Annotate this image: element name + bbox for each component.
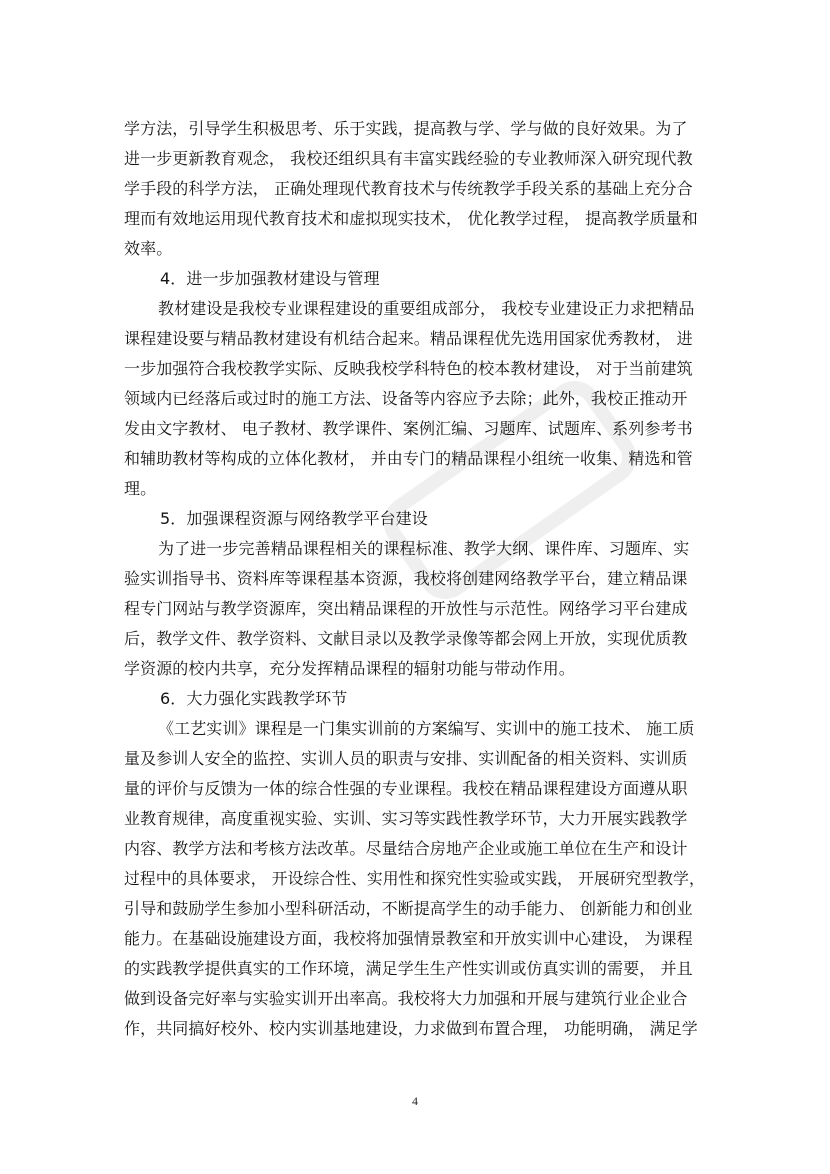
text-line: 能力。在基础设施建设方面，我校将加强情景教室和开放实训中心建设， 为课程	[124, 929, 693, 948]
text-line: 程专门网站与教学资源库，突出精品课程的开放性与示范性。网络学习平台建成	[124, 599, 688, 618]
text-line: 学手段的科学方法， 正确处理现代教育技术与传统教学手段关系的基础上充分合	[124, 179, 693, 198]
text-line: 作，共同搞好校外、校内实训基地建设，力求做到布置合理， 功能明确， 满足学	[124, 1019, 698, 1038]
text-line: 教材建设是我校专业课程建设的重要组成部分， 我校专业建设正力求把精品	[158, 299, 695, 318]
text-line: 验实训指导书、资料库等课程基本资源，我校将创建网络教学平台，建立精品课	[124, 569, 688, 588]
section-heading: 5．加强课程资源与网络教学平台建设	[160, 509, 428, 528]
text-line: 量及参训人安全的监控、实训人员的职责与安排、实训配备的相关资料、实训质	[124, 749, 688, 768]
document-body	[124, 114, 706, 1044]
text-line: 领域内已经落后或过时的施工方法、设备等内容应予去除；此外，我校正推动开	[124, 389, 688, 408]
page-number: 4	[412, 1094, 418, 1108]
text-line: 业教育规律，高度重视实验、实训、实习等实践性教学环节，大力开展实践教学	[124, 809, 688, 828]
text-line: 后，教学文件、教学资料、文献目录以及教学录像等都会网上开放，实现优质教	[124, 629, 688, 648]
text-line: 进一步更新教育观念， 我校还组织具有丰富实践经验的专业教师深入研究现代教	[124, 149, 693, 168]
text-line: 为了进一步完善精品课程相关的课程标准、教学大纲、课件库、习题库、实	[158, 539, 690, 558]
text-line: 内容、教学方法和考核方法改革。尽量结合房地产企业或施工单位在生产和设计	[124, 839, 688, 858]
text-line: 学方法，引导学生积极思考、乐于实践，提高教与学、学与做的良好效果。为了	[124, 119, 688, 138]
text-line: 《工艺实训》课程是一门集实训前的方案编写、实训中的施工技术、 施工质	[158, 719, 695, 738]
text-line: 引导和鼓励学生参加小型科研活动，不断提高学生的动手能力、 创新能力和创业	[124, 899, 693, 918]
text-line: 的实践教学提供真实的工作环境，满足学生生产性实训或仿真实训的需要， 并且	[124, 959, 693, 978]
text-line: 理。	[124, 479, 157, 498]
section-heading: 6．大力强化实践教学环节	[160, 689, 348, 708]
text-line: 发由文字教材、 电子教材、教学课件、案例汇编、习题库、试题库、系列参考书	[124, 419, 693, 438]
text-line: 效率。	[124, 239, 173, 258]
text-line: 理而有效地运用现代教育技术和虚拟现实技术， 优化教学过程， 提高教学质量和	[124, 209, 698, 228]
text-line: 学资源的校内共享，充分发挥精品课程的辐射功能与带动作用。	[124, 659, 575, 678]
text-line: 课程建设要与精品教材建设有机结合起来。精品课程优先选用国家优秀教材， 进	[124, 329, 693, 348]
section-heading: 4．进一步加强教材建设与管理	[160, 269, 380, 288]
text-line: 一步加强符合我校教学实际、反映我校学科特色的校本教材建设， 对于当前建筑	[124, 359, 693, 378]
text-line: 做到设备完好率与实验实训开出率高。我校将大力加强和开展与建筑行业企业合	[124, 989, 688, 1008]
text-line: 和辅助教材等构成的立体化教材， 并由专门的精品课程小组统一收集、精选和管	[124, 449, 693, 468]
text-line: 量的评价与反馈为一体的综合性强的专业课程。我校在精品课程建设方面遵从职	[124, 779, 688, 798]
text-line: 过程中的具体要求， 开设综合性、实用性和探究性实验或实践， 开展研究型教学，	[124, 869, 705, 888]
